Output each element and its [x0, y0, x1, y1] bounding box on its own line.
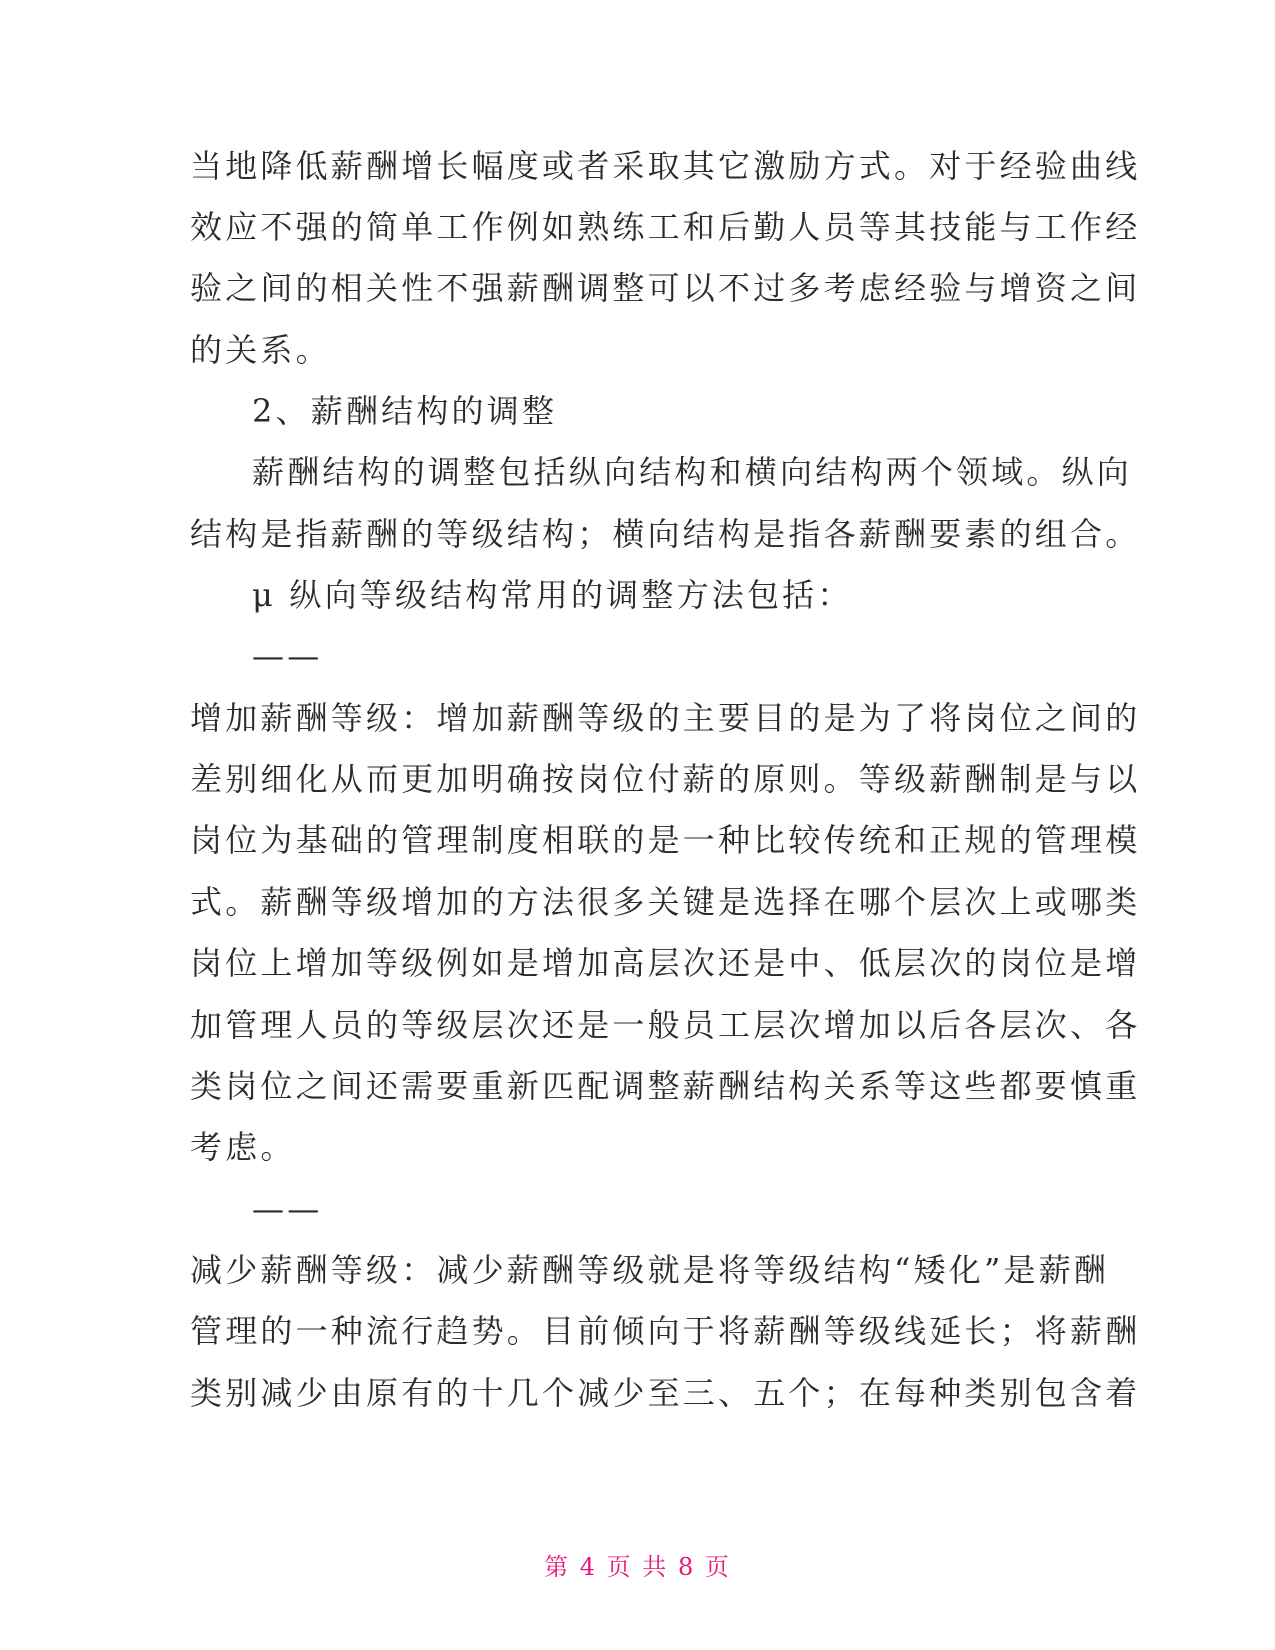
- body-line: 加管理人员的等级层次还是一般员工层次增加以后各层次、各: [190, 1006, 1141, 1044]
- body-line: 考虑。: [190, 1128, 296, 1166]
- body-line: 差别细化从而更加明确按岗位付薪的原则。等级薪酬制是与以: [190, 760, 1141, 798]
- page-number-footer: 第 4 页 共 8 页: [544, 1553, 731, 1581]
- body-line: 结构是指薪酬的等级结构；横向结构是指各薪酬要素的组合。: [190, 515, 1141, 553]
- body-line: 减少薪酬等级：减少薪酬等级就是将等级结构“矮化”是薪酬: [190, 1251, 1110, 1289]
- body-line: 验之间的相关性不强薪酬调整可以不过多考虑经验与增资之间: [190, 269, 1141, 307]
- body-line: 类岗位之间还需要重新匹配调整薪酬结构关系等这些都要慎重: [190, 1067, 1141, 1105]
- body-line: 薪酬结构的调整包括纵向结构和横向结构两个领域。纵向: [252, 453, 1133, 491]
- body-line: 岗位为基础的管理制度相联的是一种比较传统和正规的管理模: [190, 821, 1141, 859]
- body-line: 类别减少由原有的十几个减少至三、五个；在每种类别包含着: [190, 1374, 1141, 1412]
- bullet-line: μ 纵向等级结构常用的调整方法包括：: [252, 576, 853, 614]
- body-line: 式。薪酬等级增加的方法很多关键是选择在哪个层次上或哪类: [190, 883, 1141, 921]
- body-line: 增加薪酬等级：增加薪酬等级的主要目的是为了将岗位之间的: [190, 699, 1141, 737]
- body-line: 效应不强的简单工作例如熟练工和后勤人员等其技能与工作经: [190, 208, 1141, 246]
- dash-marker: ——: [252, 1190, 323, 1228]
- section-heading: 2、薪酬结构的调整: [252, 392, 558, 430]
- body-line: 岗位上增加等级例如是增加高层次还是中、低层次的岗位是增: [190, 944, 1141, 982]
- body-line: 的关系。: [190, 331, 331, 369]
- body-line: 当地降低薪酬增长幅度或者采取其它激励方式。对于经验曲线: [190, 147, 1141, 185]
- dash-marker: ——: [252, 637, 323, 675]
- body-line: 管理的一种流行趋势。目前倾向于将薪酬等级线延长；将薪酬: [190, 1312, 1141, 1350]
